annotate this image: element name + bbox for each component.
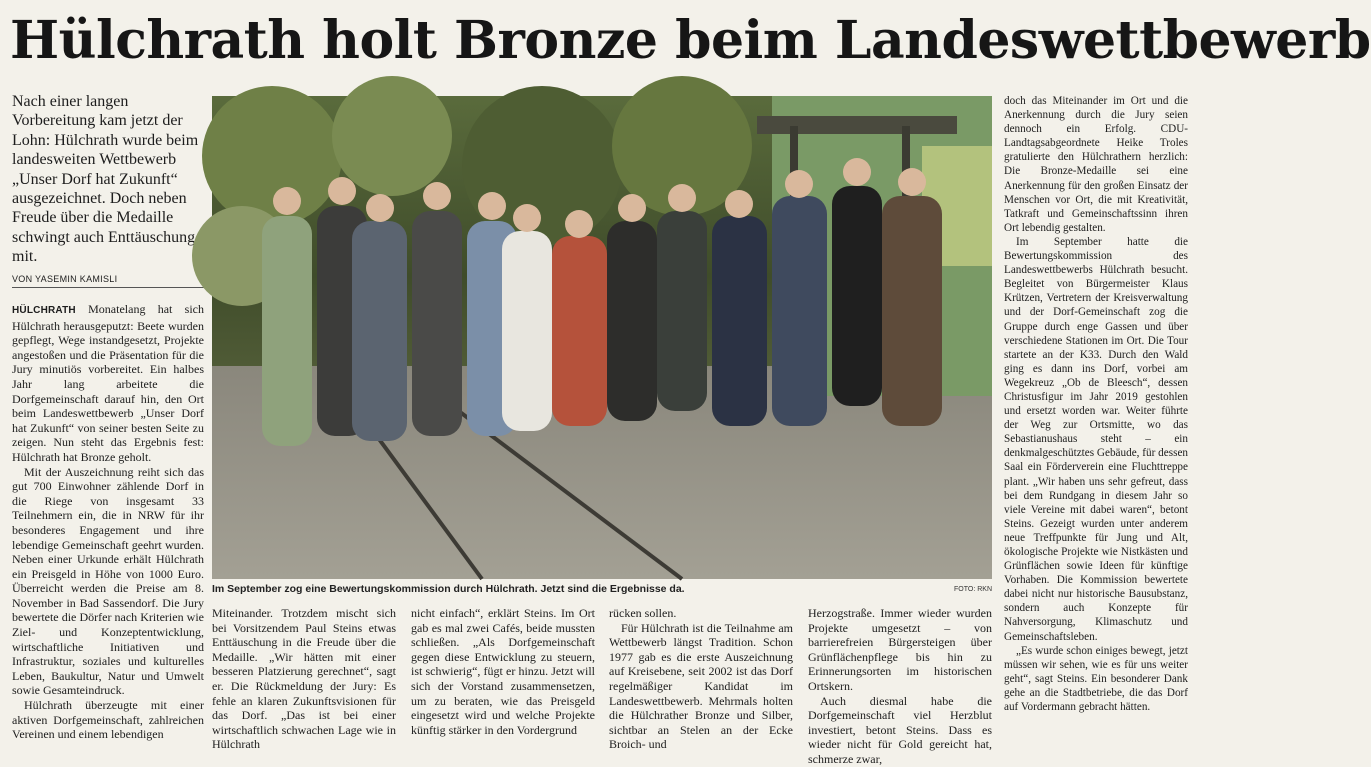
- column-6: [1004, 94, 1188, 714]
- headline: Hülchrath holt Bronze beim Landeswettbewerb: [10, 10, 1371, 71]
- group-photo-image: [212, 96, 992, 579]
- col1-p3: Hülchrath überzeugte mit einer aktiven Dorfgemeinschaft, zahlreichen Vereinen und einem lebendigen: [12, 698, 204, 742]
- col2-p1: Miteinander. Trotzdem mischt sich bei Vorsitzendem Paul Steins etwas Enttäuschung in die Freude über die Medaille. „Wir hätten mit einer besseren Platzierung gerechnet“, sagt er. Die Rückmeldung der Jury: Es fehle an klaren Zukunftsvisionen für das Dorf. „Das ist bei einer wirtschaftlich schwachen Lage wie in Hülchrath: [212, 606, 396, 752]
- photo-credit: FOTO: RKN: [954, 586, 992, 593]
- column-5: [808, 606, 992, 767]
- teaser: Nach einer langen Vorbereitung kam jetzt der Lohn: Hülchrath wurde beim landesweiten Wettbewerb „Unser Dorf hat Zukunft“ ausgezeichnet. Doch neben Freude über die Medaille schwingt auch Enttäuschung mit.: [12, 93, 199, 266]
- column-3: [411, 606, 595, 737]
- photo-caption: Im September zog eine Bewertungskommission durch Hülchrath. Jetzt sind die Ergebnisse da.: [212, 583, 685, 595]
- col4-p2: Für Hülchrath ist die Teilnahme am Wettbewerb längst Tradition. Schon 1977 gab es die erste Auszeichnung auf Kreisebene, seit 2002 ist das Dorf regelmäßiger Kandidat im Landeswettbewerb. Mehrmals holten die Hülchrather Bronze und Silber, sichtbar an Stelen an der Ecke Broich- und: [609, 620, 793, 752]
- column-2: [212, 606, 396, 752]
- col3-p1: nicht einfach“, erklärt Steins. Im Ort gab es mal zwei Cafés, beide mussten schließen. „Als Dorfgemeinschaft gegen diese Entwicklung zu steuern, ist schwierig“, fügt er hinzu. Jetzt will sich der Vorstand zusammensetzen, um zu beraten, wie das Preisgeld eingesetzt wird und welche Projekte künftig stärker in den Vordergrund: [411, 606, 595, 737]
- col6-p1: doch das Miteinander im Ort und die Anerkennung durch die Jury seien dennoch ein Erfolg. CDU-Landtagsabgeordnete Heike Troles gratulierte den Hülchrathern herzlich: Die Bronze-Medaille sei eine Anerkennung für den großen Einsatz der Menschen vor Ort, die mit Kreativität, Tatkraft und Gemeinschaftssinn ihren Ort lebendig gestalten.: [1004, 95, 1188, 234]
- byline: VON YASEMIN KAMISLI: [12, 274, 204, 288]
- dateline: HÜLCHRATH: [12, 305, 76, 316]
- column-4: [609, 606, 793, 752]
- col6-p3: „Es wurde schon einiges bewegt, jetzt müssen wir sehen, wie es für uns weiter geht“, sagt Steins. Ein besonderer Dank gehe an die Stadtbetriebe, die das Dorf auf Vordermann gebracht hätten.: [1004, 644, 1188, 714]
- col4-p1: rücken sollen.: [609, 606, 677, 620]
- col5-p2: Auch diesmal habe die Dorfgemeinschaft viel Herzblut investiert, betont Steins. Dass es wieder nicht für Gold gereicht hat, schmerze zwar,: [808, 693, 992, 766]
- col5-p1: Herzogstraße. Immer wieder wurden Projekte umgesetzt – von barrierefreien Bürgersteigen über Grünflächenpflege bis hin zu Erinnerungsorten im historischen Ortskern.: [808, 606, 992, 693]
- col6-p2: Im September hatte die Bewertungskommission des Landeswettbewerbs Hülchrath besucht. Begleitet von Bürgermeister Klaus Krützen, Vertretern der Kreisverwaltung und der Dorf-Gemeinschaft zog die Gruppe durch enge Gassen und über verschiedene Stationen im Ort. Die Tour startete an der K33. Durch den Wald ging es dann ins Dorf, vorbei am Wegekreuz „Ob de Bleesch“, dessen Christusfigur im Jahr 2019 gestohlen und ersetzt worden war. Weiter führte der Weg zur Ortsmitte, wo das Sebastianushaus steht – ein denkmalgeschütztes Gebäude, für dessen Saal ein Förderverein eine Fluchttreppe plant. „Wir haben uns sehr gefreut, dass bei dem Rundgang in diesem Jahr so viele Vereine mit dabei waren“, betont Steins. Gezeigt wurden unter anderem neue Treffpunkte für Jung und Alt, ökologische Projekte wie Nistkästen und Grünflächen sowie Ideen für künftige Vorhaben. Die Kommission bewertete dabei nicht nur historische Bausubstanz, sondern auch Konzepte für Nahversorgung, Klimaschutz und Gemeinschaftsleben.: [1004, 235, 1188, 643]
- col1-p2: Mit der Auszeichnung reiht sich das gut 700 Einwohner zählende Dorf in die Riege von insgesamt 33 Teilnehmern ein, die in NRW für ihr besonderes Engagement und ihre lebendige Gemeinschaft geehrt wurden. Neben einer Urkunde erhält Hülchrath ein Preisgeld in Höhe von 1000 Euro. Überreicht werden die Preise am 8. November in Bad Sassendorf. Die Jury bewertete die Dörfer nach Kriterien wie Ziel- und Konzeptentwicklung, wirtschaftliche Initiativen und Infrastruktur, soziales und kulturelles Leben, Baukultur, Natur und Umwelt sowie Gesamteindruck.: [12, 464, 204, 698]
- column-1: [12, 302, 204, 742]
- group-photo: [212, 96, 992, 579]
- col1-p1: Monatelang hat sich Hülchrath herausgeputzt: Beete wurden gepflegt, Wege instandgesetzt, Projekte angestoßen und die Präsentation für die Jury minutiös vorbereitet. Ein halbes Jahr lang arbeitete die Dorfgemeinschaft darauf hin, den Ort beim Landeswettbewerb „Unser Dorf hat Zukunft“ von seiner besten Seite zu zeigen. Nun steht das Ergebnis fest: Hülchrath hat Bronze geholt.: [12, 302, 205, 464]
